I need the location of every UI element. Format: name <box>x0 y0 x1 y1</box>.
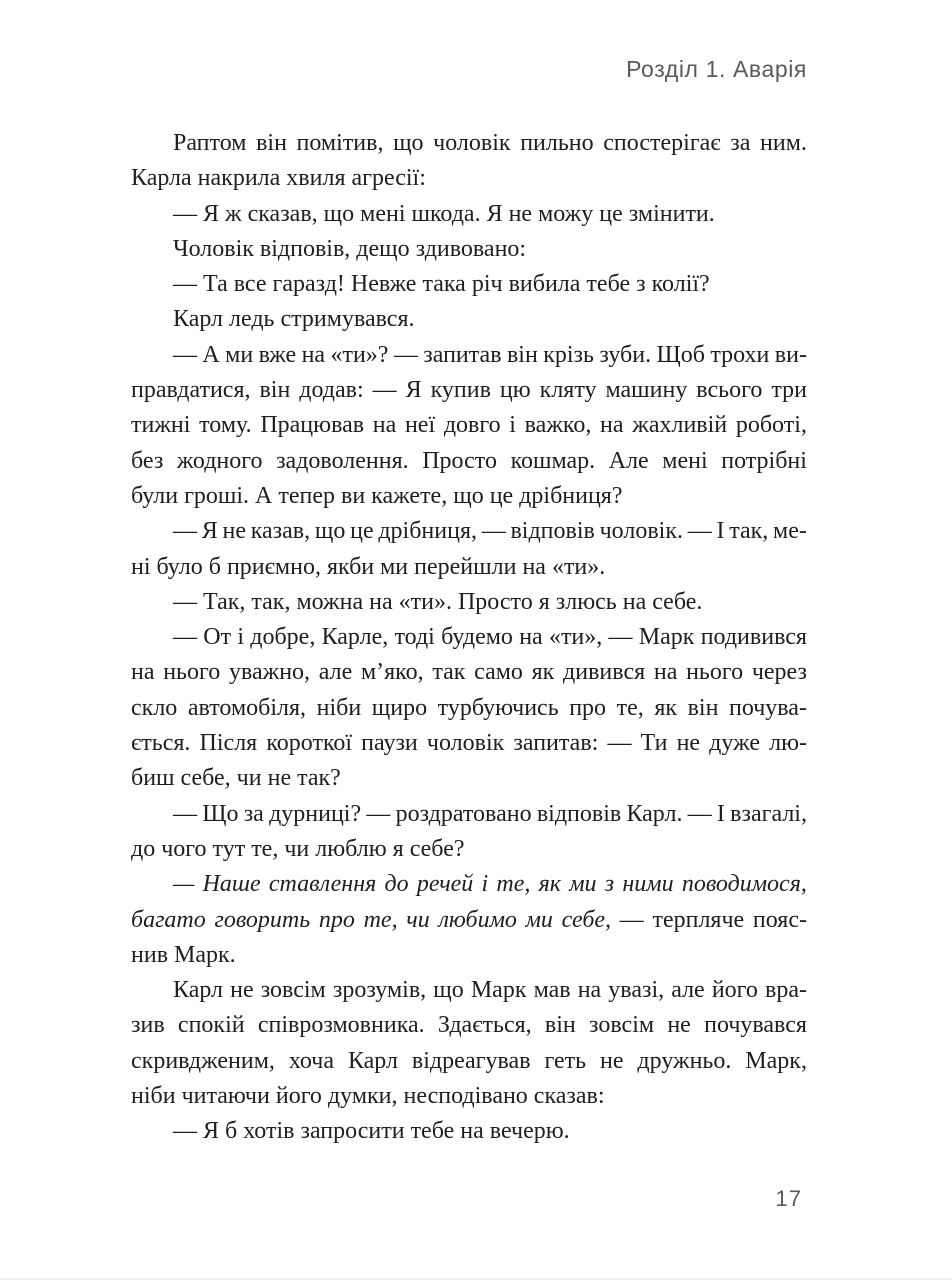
text-line: зив спокій співрозмовника. Здається, він зовсім не почувався <box>131 1012 807 1039</box>
text-line: на нього уважно, але мʼяко, так само як дивився на нього через <box>131 659 807 686</box>
text-line: ні було б приємно, якби ми перейшли на «ти». <box>131 553 606 580</box>
text-line: — Що за дурниці? — роздратовано відповів Карл. — І взагалі, <box>173 800 807 827</box>
text-line: ється. Після короткої паузи чоловік запитав: — Ти не дуже лю- <box>131 730 807 757</box>
text-line: Карла накрила хвиля агресії: <box>131 165 426 192</box>
text-line: — А ми вже на «ти»? — запитав він крізь зуби. Щоб трохи ви- <box>173 341 807 368</box>
text-line: — Я б хотів запросити тебе на вечерю. <box>173 1118 570 1145</box>
text-line: — Я ж сказав, що мені шкода. Я не можу це змінити. <box>173 200 715 227</box>
text-line: Раптом він помітив, що чоловік пильно спостерігає за ним. <box>173 130 807 156</box>
running-header: Розділ 1. Аварія <box>626 56 807 82</box>
text-line: скло автомобіля, ніби щиро турбуючись про те, як він почува- <box>131 694 807 721</box>
text-line: нив Марк. <box>131 941 236 968</box>
text-line: до чого тут те, чи люблю я себе? <box>131 835 465 862</box>
text-line: — Так, так, можна на «ти». Просто я злюсь на себе. <box>173 588 703 615</box>
text-line: тижні тому. Працював на неї довго і важко, на жахливій роботі, <box>131 412 807 439</box>
text-line: скривдженим, хоча Карл відреагував геть не дружньо. Марк, <box>131 1047 807 1074</box>
text-line: багато говорить про те, чи любимо ми себе, — терпляче пояс- <box>131 906 807 933</box>
text-line: — От і добре, Карле, тоді будемо на «ти», — Марк подивився <box>173 624 807 651</box>
text-line: правдатися, він додав: — Я купив цю кляту машину всього три <box>131 377 807 404</box>
text-line: — Та все гаразд! Невже така річ вибила тебе з колії? <box>173 271 710 298</box>
text-line: — Я не казав, що це дрібниця, — відповів чоловік. — І так, ме- <box>173 518 807 545</box>
text-line: Карл ледь стримувався. <box>173 306 415 333</box>
page-number: 17 <box>775 1186 802 1211</box>
text-line: ніби читаючи його думки, несподівано сказав: <box>131 1083 605 1110</box>
text-line: Чоловік відповів, дещо здивовано: <box>173 235 527 262</box>
text-line: були гроші. А тепер ви кажете, що це дрібниця? <box>131 482 623 509</box>
text-line: Карл не зовсім зрозумів, що Марк мав на увазі, але його вра- <box>173 977 807 1004</box>
page-body <box>131 126 807 1150</box>
text-line: биш себе, чи не так? <box>131 765 341 792</box>
text-line: — Наше ставлення до речей і те, як ми з ними поводимося, <box>173 871 807 898</box>
text-line: без жодного задоволення. Просто кошмар. Але мені потрібні <box>131 447 807 474</box>
